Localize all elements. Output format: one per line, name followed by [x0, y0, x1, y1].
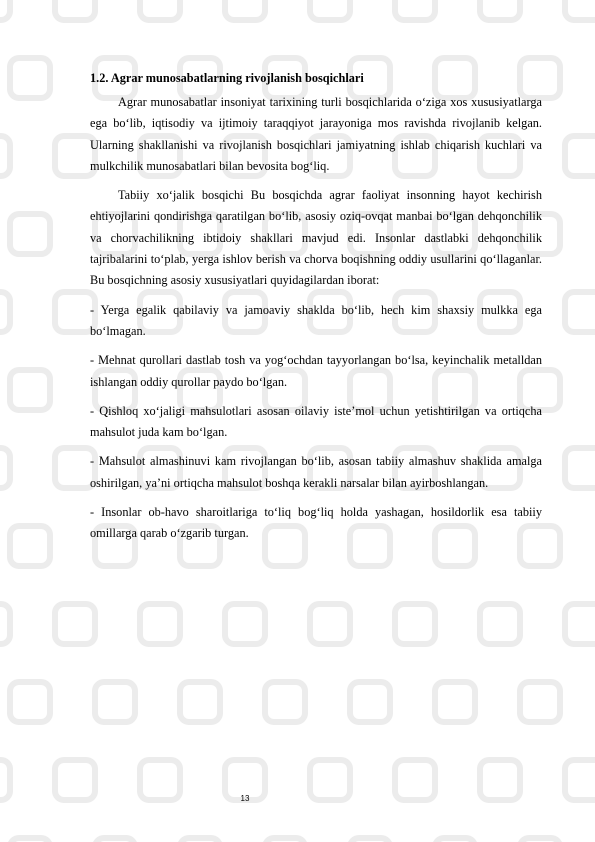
watermark-shape: [55, 0, 95, 20]
watermark-shape: [565, 292, 595, 332]
watermark-shape: [55, 448, 95, 488]
watermark-shape: [310, 0, 350, 20]
document-page: [90, 70, 542, 545]
watermark-shape: [10, 370, 50, 410]
watermark-shape: [180, 682, 220, 722]
watermark-shape: [55, 136, 95, 176]
watermark-shape: [10, 214, 50, 254]
watermark-shape: [565, 448, 595, 488]
list-item: - Mehnat qurollari dastlab tosh va yog‘ochdan tayyorlangan bo‘lsa, keyinchalik metalldan ishlangan oddiy qurollar paydo bo‘lgan.: [90, 353, 542, 389]
watermark-shape: [480, 0, 520, 20]
watermark-shape: [95, 682, 135, 722]
watermark-shape: [10, 838, 50, 842]
watermark-shape: [480, 604, 520, 644]
watermark-shape: [95, 838, 135, 842]
watermark-shape: [225, 604, 265, 644]
paragraph-natural-economy: Tabiiy xo‘jalik bosqichi Bu bosqichda agrar faoliyat insonning hayot kechirish ehtiyojlarini qondirishga qaratilgan bo‘lib, asosiy oziq-ovqat manbai bo‘lgan dehqonchilik va chorvachilikning ibtidoiy shakllari mavjud edi. Insonlar dastlabki dehqonchilik tajribalarini to‘plab, yerga ishlov berish va chorva boqishning oddiy usullarini qo‘llaganlar. Bu bosqichning asosiy xususiyatlari quyidagilardan iborat:: [90, 188, 542, 288]
list-item: - Mahsulot almashinuvi kam rivojlangan bo‘lib, asosan tabiiy almashuv shaklida amalga oshirilgan, ya’ni ortiqcha mahsulot boshqa kerakli narsalar bilan ayirboshlangan.: [90, 454, 542, 490]
watermark-shape: [520, 682, 560, 722]
watermark-shape: [265, 838, 305, 842]
paragraph-intro: Agrar munosabatlar insoniyat tarixining turli bosqichlarida o‘ziga xos xususiyatlarga ega bo‘lib, iqtisodiy va ijtimoiy taraqqiyot jarayoniga mos ravishda rivojlanib kelgan. Ularning shakllanishi va rivojlanish bosqichlari jamiyatning ishlab chiqarish kuchlari va mulkchilik munosabatlari bilan bevosita bog‘liq.: [90, 95, 542, 173]
watermark-shape: [395, 0, 435, 20]
section-heading: 1.2. Agrar munosabatlarning rivojlanish bosqichlari: [90, 71, 364, 85]
watermark-shape: [520, 838, 560, 842]
watermark-shape: [225, 0, 265, 20]
watermark-shape: [310, 604, 350, 644]
watermark-shape: [10, 526, 50, 566]
list-item: - Qishloq xo‘jaligi mahsulotlari asosan oilaviy iste’mol uchun yetishtirilgan va ortiqcha mahsulot juda kam bo‘lgan.: [90, 403, 542, 440]
watermark-shape: [140, 0, 180, 20]
watermark-shape: [565, 760, 595, 800]
list-item: - Insonlar ob-havo sharoitlariga to‘liq bog‘liq holda yashagan, hosildorlik esa tabiiy omillarga qarab o‘zgarib turgan.: [90, 505, 542, 541]
watermark-shape: [395, 604, 435, 644]
watermark-shape: [565, 604, 595, 644]
watermark-shape: [10, 58, 50, 98]
watermark-shape: [0, 448, 10, 488]
list-item: - Yerga egalik qabilaviy va jamoaviy shaklda bo‘lib, hech kim shaxsiy mulkka ega bo‘lmagan.: [90, 302, 542, 338]
watermark-shape: [350, 682, 390, 722]
watermark-shape: [0, 136, 10, 176]
watermark-shape: [350, 838, 390, 842]
watermark-shape: [10, 682, 50, 722]
watermark-shape: [0, 604, 10, 644]
watermark-shape: [140, 604, 180, 644]
watermark-shape: [0, 0, 10, 20]
watermark-shape: [565, 136, 595, 176]
watermark-shape: [55, 604, 95, 644]
watermark-shape: [265, 682, 305, 722]
watermark-shape: [435, 682, 475, 722]
watermark-shape: [180, 838, 220, 842]
watermark-shape: [435, 838, 475, 842]
watermark-shape: [565, 0, 595, 20]
watermark-shape: [55, 292, 95, 332]
watermark-shape: [0, 292, 10, 332]
page-number: 13: [240, 794, 250, 803]
